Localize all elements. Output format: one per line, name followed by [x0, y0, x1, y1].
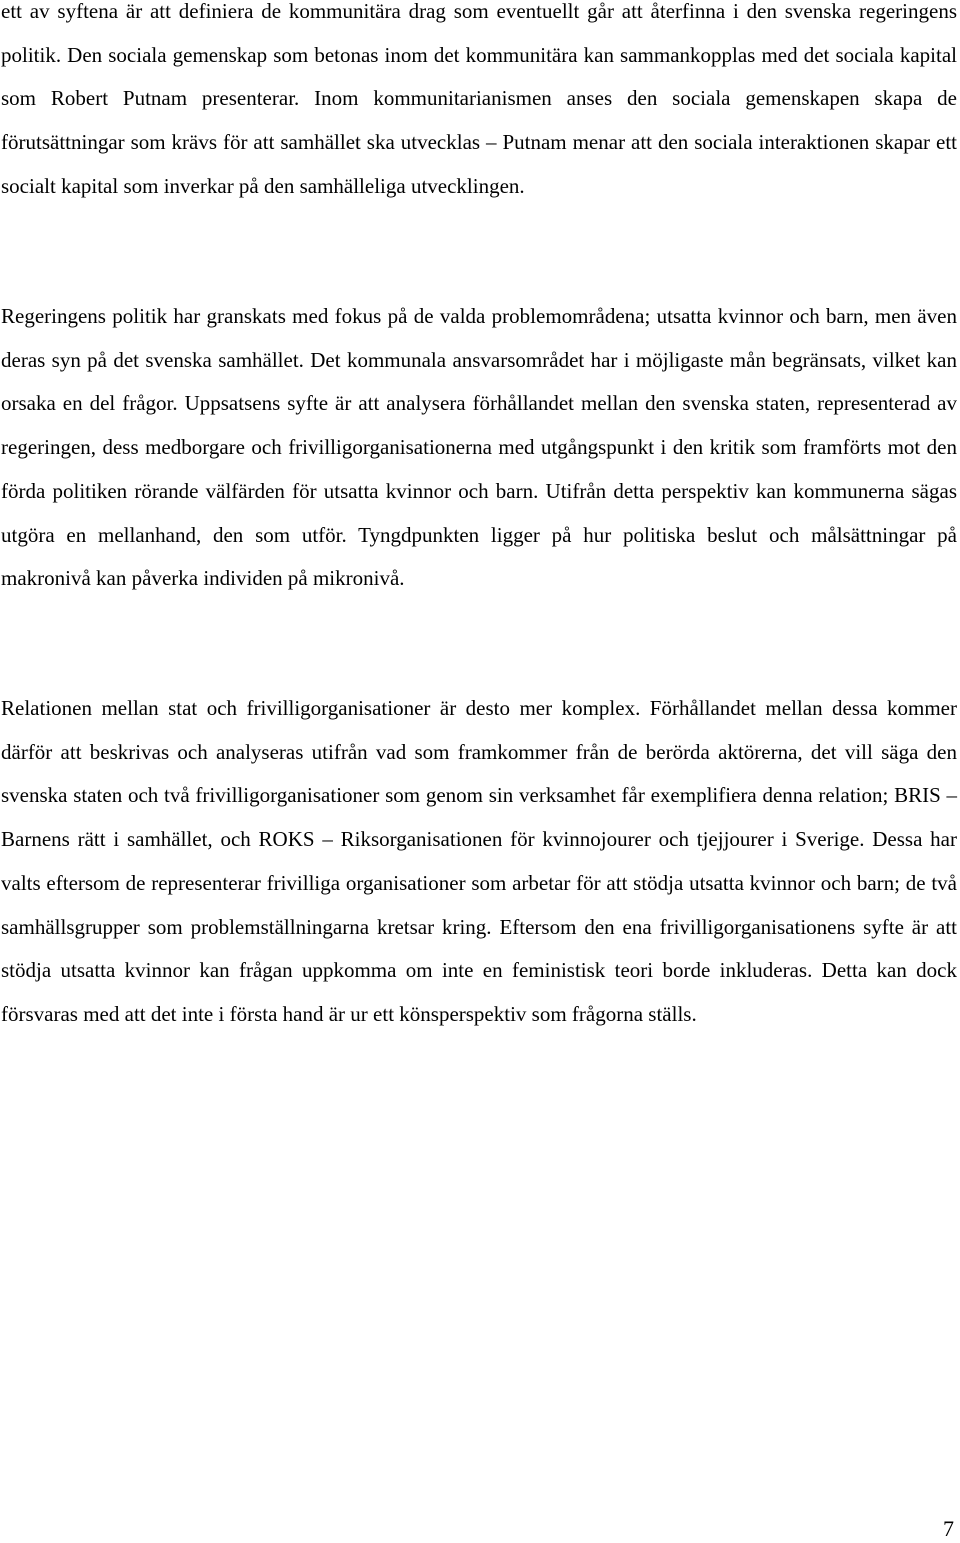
- body-paragraph: ett av syftena är att definiera de kommunitära drag som eventuellt går att återfinna i den svenska regeringens politik. Den sociala gemenskap som betonas inom det kommunitära kan sammankopplas med det sociala kapital som Robert Putnam presenterar. Inom kommunitarianismen anses den sociala gemenskapen skapa de förutsättningar som krävs för att samhället ska utvecklas – Putnam menar att den sociala interaktionen skapar ett socialt kapital som inverkar på den samhälleliga utvecklingen.: [1, 0, 957, 198]
- page-number: 7: [943, 1516, 954, 1541]
- body-paragraph: Relationen mellan stat och frivilligorganisationer är desto mer komplex. Förhållandet mellan dessa kommer därför att beskrivas och analyseras utifrån vad som framkommer från de berörda aktörerna, det vill säga den svenska staten och två frivilligorganisationer som genom sin verksamhet får exemplifiera denna relation; BRIS – Barnens rätt i samhället, och ROKS – Riksorganisationen för kvinnojourer och tjejjourer i Sverige. Dessa har valts eftersom de representerar frivilliga organisationer som arbetar för att stödja utsatta kvinnor och barn; de två samhällsgrupper som problemställningarna kretsar kring. Eftersom den ena frivilligorganisationens syfte är att stödja utsatta kvinnor kan frågan uppkomma om inte en feministisk teori borde inkluderas. Detta kan dock försvaras med att det inte i första hand är ur ett könsperspektiv som frågorna ställs.: [1, 696, 957, 1026]
- body-paragraph: Regeringens politik har granskats med fokus på de valda problemområdena; utsatta kvinnor och barn, men även deras syn på det svenska samhället. Det kommunala ansvarsområdet har i möjligaste mån begränsats, vilket kan orsaka en del frågor. Uppsatsens syfte är att analysera förhållandet mellan den svenska staten, representerad av regeringen, dess medborgare och frivilligorganisationerna med utgångspunkt i den kritik som framförts mot den förda politiken rörande välfärden för utsatta kvinnor och barn. Utifrån detta perspektiv kan kommunerna sägas utgöra en mellanhand, den som utför. Tyngdpunkten ligger på hur politiska beslut och målsättningar på makronivå kan påverka individen på mikronivå.: [1, 304, 957, 591]
